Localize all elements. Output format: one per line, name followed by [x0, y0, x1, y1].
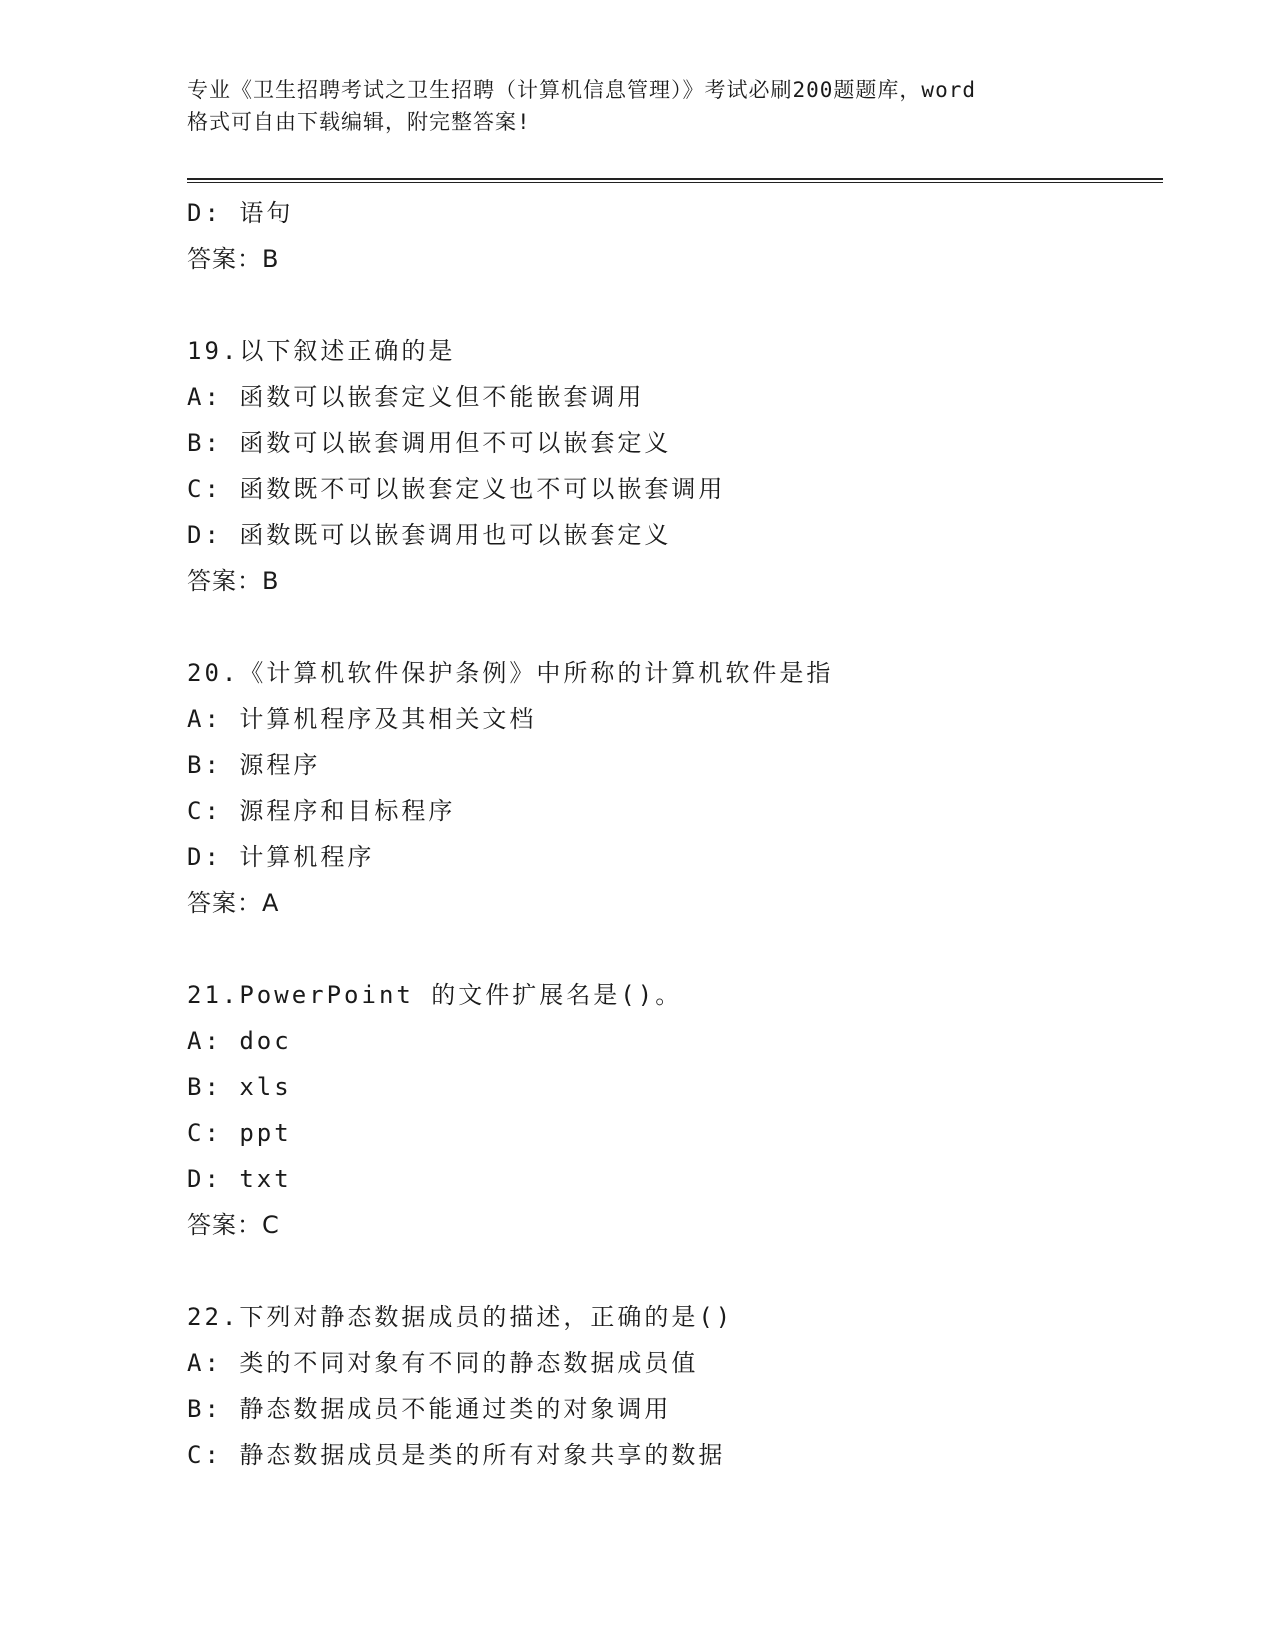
option-line: [187, 696, 1163, 742]
answer-label: 答案：: [187, 1211, 262, 1239]
option-text: txt: [239, 1165, 292, 1193]
option-text: 源程序和目标程序: [239, 797, 456, 825]
option-line: [187, 374, 1163, 420]
question-number: 21.: [187, 981, 240, 1009]
option-label: B:: [187, 1395, 222, 1423]
option-label: D:: [187, 521, 222, 549]
option-label: A:: [187, 1349, 222, 1377]
question-text: 以下叙述正确的是: [239, 337, 456, 365]
option-text: 静态数据成员是类的所有对象共享的数据: [239, 1441, 726, 1469]
question-stem: [187, 972, 1163, 1018]
document-header: [187, 74, 1107, 138]
answer-value: A: [262, 889, 280, 917]
question-number: 20.: [187, 659, 240, 687]
option-line: [187, 742, 1163, 788]
option-text: 计算机程序: [239, 843, 375, 871]
option-text: 计算机程序及其相关文档: [239, 705, 537, 733]
answer-line: [187, 236, 1163, 282]
answer-line: [187, 1202, 1163, 1248]
answer-line: [187, 558, 1163, 604]
option-line: [187, 466, 1163, 512]
option-text: 类的不同对象有不同的静态数据成员值: [239, 1349, 699, 1377]
question-stem: [187, 1294, 1163, 1340]
option-text: ppt: [239, 1119, 292, 1147]
spacer: [187, 926, 1163, 972]
option-text: 函数既不可以嵌套定义也不可以嵌套调用: [239, 475, 726, 503]
answer-label: 答案：: [187, 567, 262, 595]
option-label: C:: [187, 797, 222, 825]
question-list: [187, 190, 1163, 1478]
option-line: [187, 1340, 1163, 1386]
option-text: 函数可以嵌套调用但不可以嵌套定义: [239, 429, 672, 457]
question-stem: [187, 328, 1163, 374]
question-number: 22.: [187, 1303, 240, 1331]
spacer: [187, 604, 1163, 650]
option-label: D:: [187, 199, 222, 227]
option-label: C:: [187, 1441, 222, 1469]
option-label: C:: [187, 1119, 222, 1147]
option-line: [187, 1018, 1163, 1064]
answer-value: C: [262, 1211, 280, 1239]
header-line-2: 格式可自由下载编辑，附完整答案!: [187, 110, 531, 134]
option-text: 函数既可以嵌套调用也可以嵌套定义: [239, 521, 672, 549]
spacer: [187, 282, 1163, 328]
option-line: [187, 834, 1163, 880]
option-line: [187, 1064, 1163, 1110]
option-label: D:: [187, 1165, 222, 1193]
option-label: B:: [187, 429, 222, 457]
option-text: doc: [239, 1027, 292, 1055]
option-text: 静态数据成员不能通过类的对象调用: [239, 1395, 672, 1423]
option-label: B:: [187, 1073, 222, 1101]
option-label: D:: [187, 843, 222, 871]
option-label: A:: [187, 1027, 222, 1055]
answer-label: 答案：: [187, 245, 262, 273]
question-text: 下列对静态数据成员的描述，正确的是(): [239, 1303, 734, 1331]
option-line: [187, 190, 1163, 236]
answer-label: 答案：: [187, 889, 262, 917]
option-text: 函数可以嵌套定义但不能嵌套调用: [239, 383, 645, 411]
header-line-1: 专业《卫生招聘考试之卫生招聘（计算机信息管理）》考试必刷200题题库，word: [187, 78, 976, 102]
option-line: [187, 1386, 1163, 1432]
option-label: A:: [187, 383, 222, 411]
question-stem: [187, 650, 1163, 696]
option-label: B:: [187, 751, 222, 779]
option-text: xls: [239, 1073, 292, 1101]
question-number: 19.: [187, 337, 240, 365]
question-text: PowerPoint 的文件扩展名是()。: [239, 981, 683, 1009]
answer-value: B: [262, 567, 280, 595]
option-line: [187, 788, 1163, 834]
header-divider: [187, 178, 1163, 183]
option-text: 语句: [239, 199, 294, 227]
spacer: [187, 1248, 1163, 1294]
option-label: A:: [187, 705, 222, 733]
option-label: C:: [187, 475, 222, 503]
answer-line: [187, 880, 1163, 926]
option-line: [187, 420, 1163, 466]
option-line: [187, 1110, 1163, 1156]
answer-value: B: [262, 245, 280, 273]
option-line: [187, 1432, 1163, 1478]
option-line: [187, 512, 1163, 558]
option-text: 源程序: [239, 751, 321, 779]
question-text: 《计算机软件保护条例》中所称的计算机软件是指: [239, 659, 834, 687]
option-line: [187, 1156, 1163, 1202]
